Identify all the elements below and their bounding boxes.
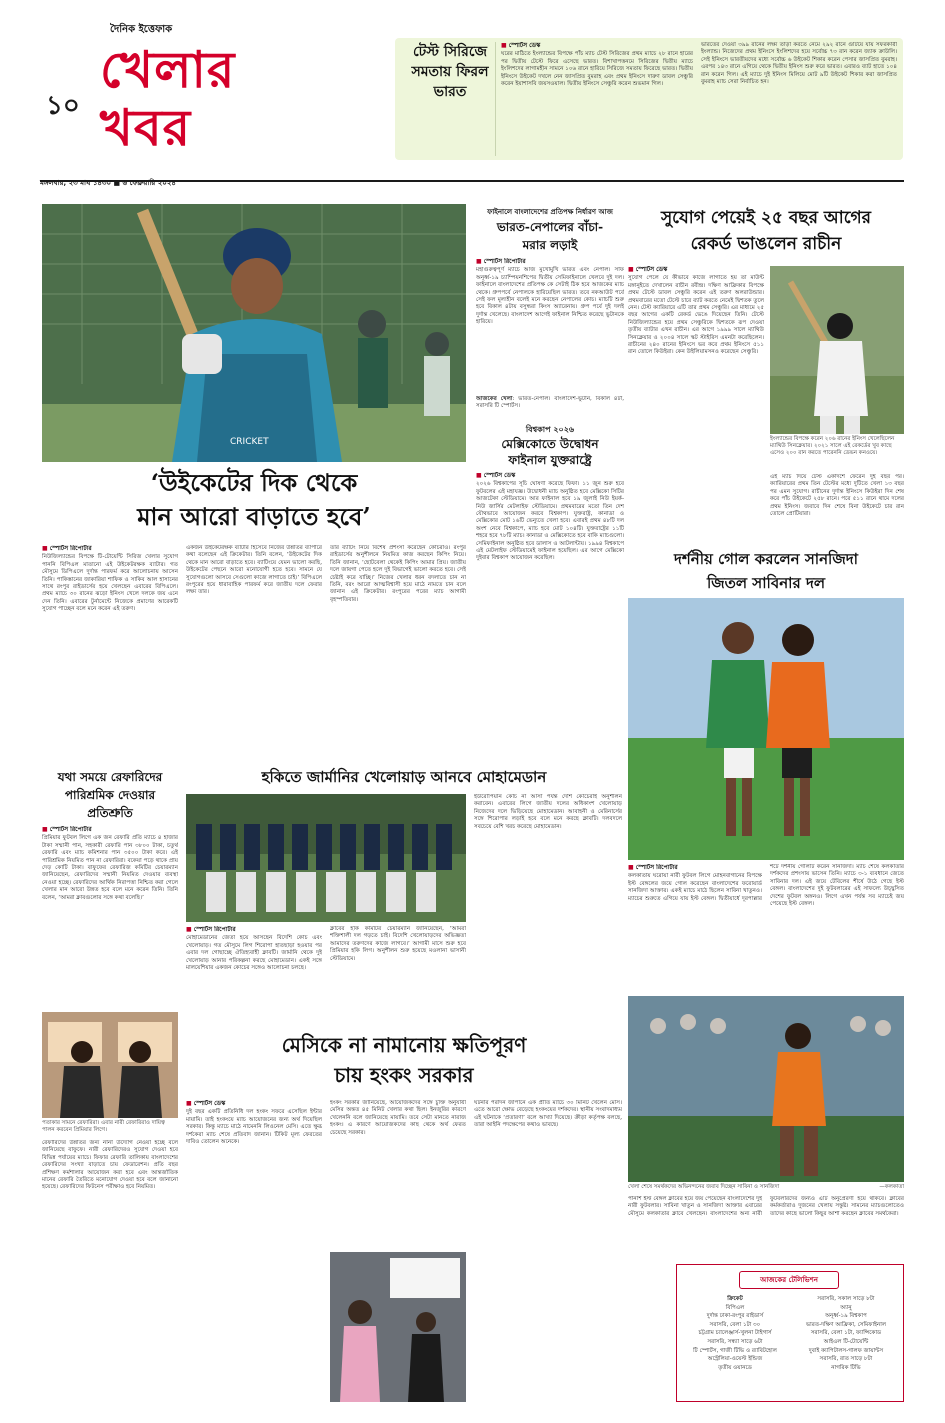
masthead-brand: দৈনিক ইত্তেফাক <box>110 24 173 35</box>
messi-col3: ঘটনার পরদিন জাপানে এক প্রীতি ম্যাচে ৩০ মিনিট খেলেন মেসি। এতে আরো ক্ষোভ বেড়েছে হংকংয়ের দর্শকদের। স্থানীয় সংবাদমাধ্যম এই ঘটনাকে ‘প্রতারণা’ বলে আখ্যা দিয়েছে। ক্রীড়া কর্তৃপক্ষ বলছে, তারা আইনি পদক্ষেপের কথাও ভাবছে। <box>474 1100 622 1129</box>
top-box-heading: টেস্ট সিরিজে সমতায় ফিরল ভারত <box>411 44 489 100</box>
tv-col1-item: সরাসরি, সন্ধ্যা সাড়ে ৬টা <box>707 1338 763 1345</box>
top-box-body-left <box>501 42 693 158</box>
sabina-body: পানশি ইস্ট বেঙ্গল ক্লাবের হয়ে জয় পেয়েছেন বাংলাদেশের দুই নারী ফুটবলার। সাবিনা খাতুন ও সানজিদা আক্তার এবারের মৌসুমে কলকাতার ক্লাবে খেলছেন। বাংলাদেশের অন্য নারী ফুটবলারদের জন্যও এটি অনুপ্রেরণা হয়ে থাকবে। ক্লাবের কর্মকর্তারাও দুজনের খেলায় সন্তুষ্ট। সামনের ম্যাচগুলোতেও তাদের কাছে ভালো কিছুর আশা করছেন ক্লাবের সমর্থকেরা। <box>628 1196 904 1217</box>
tv-col1-item: সরাসরি, বেলা ১টা ৩০ <box>709 1321 761 1328</box>
rachin-headline-1: সুযোগ পেয়েই ২৫ বছর আগের <box>660 208 872 228</box>
mexico-headline-2: ফাইনাল যুক্তরাষ্ট্রে <box>508 453 592 467</box>
hockey-photo-art <box>186 794 466 922</box>
story-main-headline-1: ‘উইকেটের দিক থেকে <box>150 468 358 497</box>
tv-col2-item: নাগরিক টিভি <box>831 1364 861 1371</box>
sabina-caption-text: খেলা শেষে সমর্থকদের অভিনন্দনের জবাব দিচ্ছেন সাবিনা ও সানজিদা <box>628 1184 780 1190</box>
tv-col1-item: দুর্দান্ত ঢাকা-রংপুর রাইডার্স <box>706 1313 764 1320</box>
tv-box-col2 <box>793 1295 899 1372</box>
bd-nepal-kicker: ফাইনালে বাংলাদেশের প্রতিপক্ষ নির্ধারণ আজ <box>487 208 613 216</box>
messi-photo-art <box>330 1252 466 1402</box>
mexico-text: ২০২৬ বিশ্বকাপের সূচি ঘোষণা করেছে ফিফা। ১১ জুন শুরু হবে ফুটবলের এই মহাযজ্ঞ। উদ্বোধনী ম্যাচ অনুষ্ঠিত হবে মেক্সিকো সিটির আজটেকা স্টেডিয়ামে। আর ফাইনাল হবে ১৯ জুলাই নিউ ইয়র্ক-নিউ জার্সির মেটলাইফ স্টেডিয়ামে। প্রথমবারের মতো তিন দেশ যৌথভাবে আয়োজন করবে বিশ্বকাপ। যুক্তরাষ্ট্র, কানাডা ও মেক্সিকোর মোট ১৬টি ভেন্যুতে খেলা হবে। এবারই প্রথম ৪৮টি দল অংশ নেবে বিশ্বকাপে, ম্যাচ হবে মোট ১০৪টি। যুক্তরাষ্ট্রের ১১টি শহরে হবে ৭৮টি ম্যাচ। কানাডা ও মেক্সিকোতে হবে বাকি ম্যাচগুলো। সেমিফাইনাল অনুষ্ঠিত হবে ডালাস ও আটলান্টায়। ১৯৯৪ বিশ্বকাপে এই মেটলাইফ স্টেডিয়ামেই ফাইনাল হয়েছিল। এর আগে মেক্সিকো দুইবার বিশ্বকাপ আয়োজন করেছিল। <box>476 481 624 562</box>
rachin-body-left <box>628 266 764 546</box>
mexico-kicker: বিশ্বকাপ ২০২৬ <box>525 425 575 434</box>
rachin-headline-2: রেকর্ড ভাঙলেন রাচীন <box>690 234 842 254</box>
bd-nepal-text: মহাগুরুত্বপূর্ণ ম্যাচে আজ মুখোমুখি ভারত এবং নেপাল। সাফ অনূর্ধ্ব-১৯ চ্যাম্পিয়নশিপের দ্বিতীয় সেমিফাইনালে খেলবে দুই দল। ফাইনালে বাংলাদেশের প্রতিপক্ষ কে সেটাই ঠিক হবে আজকের ম্যাচ থেকে। গ্রুপপর্বে নেপালকে হারিয়েছিল ভারত। তবে নকআউট পর্বে সেই ফল মূল্যহীন বলেই মনে করছেন নেপালের কোচ। ম্যাচটি শুরু হবে বিকাল ৪টায় বসুন্ধরা কিংস অ্যারেনায়। গ্রুপ পর্বে দুই দলই দুর্দান্ত খেলেছে। বাংলাদেশ আগেই ফাইনাল নিশ্চিত করেছে ভুটানকে হারিয়ে। <box>476 267 624 326</box>
jersey-text: CRICKET <box>230 437 269 447</box>
hockey-col2: ক্লাবের হকি কমিটির চেয়ারম্যান জানিয়েছেন, ‘আমরা শক্তিশালী দল গড়তে চাই। বিদেশি খেলোয়াড়দের অভিজ্ঞতা আমাদের তরুণদের কাজে লাগবে।’ আগামী মাসে শুরু হবে প্রিমিয়ার হকি লিগ। অনুশীলন শুরু হয়েছে মওলানা ভাসানী স্টেডিয়ামে। <box>330 926 466 962</box>
messi-col1 <box>186 1100 322 1400</box>
hockey-col3: ইউরোপিয়ান কোচ না আসা পর্যন্ত দেশি কোচেরাই অনুশীলন করাবেন। এবারের লিগে জাতীয় দলের অধিকাংশ খেলোয়াড় নিজেদের দলে ভিড়িয়েছে মোহামেডান। আবাহনী ও মেরিনার্সের সঙ্গে শিরোপার লড়াই হবে বলে মনে করছে ক্লাবটি। দলবদলে সবচেয়ে বেশি খরচ করেছে মোহামেডান। <box>474 794 622 830</box>
mexico-body <box>476 472 624 754</box>
messi-text-1: দুই বছর একটি প্রতিনিধি দল হংকং সফরে এসেছিল ইন্টার মায়ামি। তাই হংকংয়ে ম্যাচ আয়োজনের জন্য অর্থ দিয়েছিল সরকার। কিন্তু ম্যাচে মাঠে নামেননি লিওনেল মেসি। এতে ক্ষুব্ধ দর্শকেরা ম্যাচ শেষে প্রতিবাদ জানান। টিকিট মূল্য ফেরতের দাবিও তোলেন অনেকে। <box>186 1109 322 1146</box>
tv-col2-item: সরাসরি, বেলা ১টা, ফ্যান্সিকোড <box>810 1330 882 1337</box>
page-number: ১০ <box>46 91 80 121</box>
tv-col2-item: অ্যানু <box>840 1304 852 1311</box>
referee-photo-caption: পতাকার সামনে রেফারিরা। এবার নারী রেফারিরাও দায়িত্ব পালন করবেন প্রিমিয়ার লিগে। <box>42 1120 165 1133</box>
mexico-headline-1: মেক্সিকোতে উদ্বোধন <box>501 437 599 451</box>
tv-col1-item: ক্রিকেট <box>727 1296 743 1302</box>
tv-col2-item: দুবাই ক্যাপিটালস-গালফ জায়ান্টস <box>808 1347 884 1354</box>
tv-box-col1 <box>683 1295 787 1372</box>
hockey-col1 <box>186 926 322 1026</box>
hockey-team-photo <box>186 794 466 922</box>
cricket-photo-art <box>42 204 466 462</box>
messi-photo <box>330 1252 466 1402</box>
messi-col2: হংকং সরকার জানিয়েছে, আয়োজকদের সঙ্গে চুক্তি অনুযায়ী মেসির অন্তত ৪৫ মিনিট খেলার কথা ছিল। ইনজুরির কারণে খেলেননি বলে জানিয়েছে মায়ামি। তবে সেটা মানতে নারাজ হংকং। এ কারণে আয়োজকদের কাছ থেকে অর্থ ফেরত চেয়েছে সরকার। <box>330 1100 466 1136</box>
bottom-right-filler <box>628 1264 672 1402</box>
tv-col2-item: সরাসরি, সকাল সাড়ে ৮টা <box>817 1296 875 1302</box>
sabina-sanjida-photo <box>628 996 904 1182</box>
tv-col2-item: ভারত-দক্ষিণ আফ্রিকা, সেমিফাইনাল <box>806 1321 886 1328</box>
rachin-photo-art <box>770 266 904 434</box>
tv-col2-item: অনূর্ধ্ব-১৯ বিশ্বকাপ <box>825 1313 867 1320</box>
hockey-text-1: মোহামেডানের জেতা হয়ে আসছেন বিদেশি কোচ এবং খেলোয়াড়। গত মৌসুমে লিগ শিরোপা হাতছাড়া হওয়ার পর এবার দল গোছাচ্ছে ঐতিহ্যবাহী ক্লাবটি। জার্মানি থেকে দুই খেলোয়াড় আনার পরিকল্পনা করছে মোহামেডান। একই সঙ্গে মালয়েশিয়ার একজন কোচের সঙ্গেও আলোচনা চলছে। <box>186 935 322 972</box>
top-news-box <box>395 38 903 160</box>
top-box-body-right: ভারতের দেওয়া ৩৯৯ রানের লক্ষ্য তাড়া করতে নেমে ২৯২ রানে গুটিয়ে যায় সফরকারী ইংল্যান্ড। নিজেদের প্রথম ইনিংসে ইংলিশদের হয়ে সর্বোচ্চ ৭৩ রান করেন জ্যাক ক্রাউলি। সেই ইনিংসে ভারতীয়দের মধ্যে সর্বোচ্চ ৬ উইকেট শিকার করেন পেসার জাসপ্রিত বুমরাহ। এরপর ১৪৩ রানে এগিয়ে থেকে দ্বিতীয় ইনিংস শুরু করে ভারত। এবারও ব্যাট হাতে ১০৪ রান করেন গিল। এই ম্যাচে দুই ইনিংস মিলিয়ে মোট ৯টি উইকেট শিকার করা জাসপ্রিত বুমরাহ ম্যাচ সেরা নির্বাচিত হন। <box>701 42 897 86</box>
tv-col1-item: তৃতীয় ওয়ানডে <box>718 1364 752 1371</box>
sanjida-text: কলকাতায় ঘরোয়া নারী ফুটবল লিগে মোহনবাগানের বিপক্ষে ইস্ট বেঙ্গলের জয়ে গোল করেছেন বাংলাদেশের ফরোয়ার্ড সানজিদা আক্তার। একই ম্যাচে মাঠে ছিলেন সাবিনা খাতুনও। ম্যাচের শুরুতে এগিয়ে যায় ইস্ট বেঙ্গল। দ্বিতীয়ার্ধে দূরপাল্লার শটে দর্শনীয় গোলটি করেন সানজিদা। ম্যাচ শেষে কলকাতার দর্শকদের প্রশংসায় ভাসেন তিনি। ম্যাচে ৩-১ ব্যবধানে জেতে সাবিনার দল। এই জয়ে টেবিলের শীর্ষে উঠে গেছে ইস্ট বেঙ্গল। বাংলাদেশের দুই ফুটবলারের এই সাফল্যে উচ্ছ্বসিত দেশের ফুটবল অঙ্গনও। লিগে এখন পর্যন্ত সব ম্যাচেই জয় পেয়েছে ইস্ট বেঙ্গল। <box>628 864 904 908</box>
cricket-training-photo <box>42 204 466 462</box>
tv-schedule-box <box>676 1264 904 1402</box>
sabina-photo-art <box>628 996 904 1182</box>
referee-body <box>42 826 178 1010</box>
sanjida-body <box>628 864 904 994</box>
date-line: মঙ্গলবার, ২৩ মাঘ ১৪৩০ ■ ৬ ফেব্রুয়ারি ২০২৪ <box>40 179 176 187</box>
tv-col1-item: বিপিএল <box>725 1304 745 1311</box>
rachin-photo <box>770 266 904 434</box>
referee-headline-1: যথা সময়ে রেফারিদের <box>57 770 163 784</box>
tv-col1-item: অস্ট্রেলিয়া-ওয়েস্ট ইন্ডিজ <box>707 1356 763 1363</box>
story-main-col1 <box>42 545 178 755</box>
rachin-text-left: সুযোগ পেলে যে কীভাবে কাজে লাগাতে হয় তা মাউন্ট মঙ্গানুইতে দেখালেন রাচীন রবীন্দ্র। দক্ষিণ আফ্রিকার বিপক্ষে প্রথম টেস্টে ডাবল সেঞ্চুরি করেন এই তরুণ অলরাউন্ডার। প্রথমবারের মতো টেস্টে চারে ব্যাট করতে নেমেই দ্বিশতক তুলে নেন। টেস্ট ক্যারিয়ারে এটি তার প্রথম সেঞ্চুরি। এর মাধ্যমে ২৫ বছর আগের একটি রেকর্ড ভেঙে দিয়েছেন তিনি। টেস্টে নিউজিল্যান্ডের হয়ে প্রথম সেঞ্চুরিকে দ্বিশতকে রূপ দেওয়া তৃতীয় ব্যাটার এখন রাচীন। এর আগে ১৯৯৯ সালে ম্যাথিউ সিনক্লেয়ার ও ২০০৪ সালে স্কট স্টাইরিস এমনটা করেছিলেন। রাচীনের ২৪০ রানের ইনিংসে ভর করে প্রথম ইনিংসে ৫১১ রান তোলে কিউইরা। কেন উইলিয়ামসনও করেছেন সেঞ্চুরি। <box>628 275 764 356</box>
tv-col1-item: টি স্পোর্টস, গাজী টিভি ও র‍্যাবিটহোল <box>693 1347 777 1354</box>
today-text: ভারত-নেপাল। বাংলাদেশ-ভুটান, বিকাল ৪টা, সরাসরি টি স্পোর্টস। <box>476 396 624 410</box>
rachin-body-right: এই ম্যাচ দিয়ে টেস্ট একাদশে ফেরেন দুই বছর পর। ক্যারিয়ারের প্রথম তিন টেস্টের মধ্যে দুটিতে খেলা ১৩ বছর পর এমন সুযোগ। রাচীনের দুর্দান্ত ইনিংসে কিউইরা দিন শেষ করে পাঁচ উইকেটে ২৫৮ রানে। পরে ৫১১ রানে থামে দলের প্রথম ইনিংস। জবাবে দিন শেষে বিনা উইকেটে চার রান তোলে প্রোটিয়ারা। <box>770 474 904 518</box>
story-main-col2: একজন উইকেটরক্ষক ব্যাটার হিসেবে নিজের উন্নতির ব্যাপারে কথা বলেছেন এই ক্রিকেটার। তিনি বলেন, ‘উইকেটের দিক থেকে মান আরো বাড়াতে হবে। ব্যাটিংয়ে যেমন ভালো করছি, উইকেটের পেছনে আরো মনোযোগী হতে হবে। সামনে যে সুযোগগুলো আসবে সেগুলো কাজে লাগাতে চাই।’ বিপিএলে রংপুরের হয়ে ধারাবাহিক পারফর্ম করে জাতীয় দলে ফেরার লক্ষ্য তার। <box>186 545 322 596</box>
sanjida-headline-1: দর্শনীয় গোল করলেন সানজিদা <box>673 550 858 568</box>
sanjida-photo <box>628 598 904 860</box>
referee-body-2: রেফারিদের উন্নতির জন্য নানা উদ্যোগ নেওয়া হচ্ছে বলে জানিয়েছে বাফুফে। নারী রেফারিদেরও সুযোগ দেওয়া হবে বিভিন্ন পর্যায়ের ম্যাচে। ফিফার রেফারি তালিকায় বাংলাদেশের রেফারিদের সংখ্যা বাড়াতে চায় ফেডারেশন। প্রতি বছর প্রশিক্ষণ কর্মশালার আয়োজন করা হবে এবং আন্তর্জাতিক মানের রেফারি তৈরিতে মনোযোগ দেওয়া হবে বলে জানানো হয়েছে। রেফারিদের ফিটনেস পরীক্ষাও হবে নিয়মিত। <box>42 1140 178 1191</box>
bd-nepal-headline-2: মরার লড়াই <box>522 238 578 252</box>
bd-nepal-headline-1: ভারত-নেপালের বাঁচা- <box>496 220 604 234</box>
tv-col2-item: আইএল টি-টোয়েন্টি <box>823 1338 869 1345</box>
today-label: আজকের খেলা <box>476 396 513 402</box>
sanjida-headline-2: জিতল সাবিনার দল <box>706 574 826 592</box>
masthead-title-line1: খেলার <box>100 40 236 99</box>
referee-text: প্রিমিয়ার ফুটবল লিগে এক জন রেফারি প্রতি ম্যাচে ৪ হাজার টাকা সম্মানী পান, সহকারী রেফারি পান ৩৮০০ টাকা, চতুর্থ রেফারি এবং ম্যাচ কমিশনার পান ৩৫০০ টাকা করে। এই পারিশ্রমিক নিয়মিত পান না রেফারিরা। বকেয়া পড়ে থাকে প্রায় দেড় কোটি টাকা। বাফুফের রেফারিজ কমিটির চেয়ারম্যান জানিয়েছেন, রেফারিদের সম্মানী নিয়মিত দেওয়ার ব্যবস্থা নেওয়া হচ্ছে। রেফারিদের আর্থিক নিরাপত্তা নিশ্চিত করা গেলে খেলার মান আরো উন্নত হবে বলে মনে করেন তিনি। তিনি বলেন, ‘আমরা ক্লাবগুলোর সঙ্গে কথা বলেছি।’ <box>42 835 178 901</box>
sabina-photo-credit: —কলকাতা <box>879 1184 904 1190</box>
story-main-col3: তার ব্যাটিং নিয়ে বিশেষ প্রশংসা করেছেন কোচরাও। রংপুর রাইডার্সের অনুশীলনে নিয়মিত কাজ করছেন কিপিং নিয়ে। তিনি জানান, ‘ছোটবেলা থেকেই কিপিং আমার প্রিয়। জাতীয় দলে জায়গা পেতে হলে দুই বিভাগেই ভালো করতে হবে। সেই চেষ্টাই করে যাচ্ছি।’ নিজের খেলার ধরন বদলাতে চান না তিনি, বরং আরো আত্মবিশ্বাসী হয়ে মাঠে নামতে চান বলে জানান এই ক্রিকেটার। রংপুরের পরের ম্যাচ আগামী বৃহস্পতিবার। <box>330 545 466 603</box>
bd-nepal-byline: ■ স্পোর্টস রিপোর্টার <box>476 258 624 265</box>
masthead-title-line2: খবর <box>100 98 192 157</box>
messi-headline-1: মেসিকে না নামানোয় ক্ষতিপূরণ <box>281 1033 527 1057</box>
sabina-photo-caption <box>628 1184 904 1194</box>
hockey-byline: ■ স্পোর্টস রিপোর্টার <box>186 926 322 933</box>
top-box-divider <box>495 42 496 156</box>
tv-box-title: আজকের টেলিভিশন <box>739 1271 839 1289</box>
referee-byline: ■ স্পোর্টস রিপোর্টার <box>42 826 178 833</box>
rachin-byline: ■ স্পোর্টস ডেস্ক <box>628 266 764 273</box>
story-main-headline-2: মান আরো বাড়াতে হবে’ <box>137 502 371 531</box>
top-box-text-left: ঘরের মাঠিতে ইংল্যান্ডের বিপক্ষে পাঁচ ম্যাচ টেস্ট সিরিজের প্রথম ম্যাচে ২৮ রানে হারের পর দ্বিতীয় টেস্টে ফিরে এসেছে ভারত। বিশাখাপত্তনমে সিরিজের দ্বিতীয় ম্যাচে ইংলিশদের লাগামহীন সামনে ১০৬ রানে হারিয়ে সিরিজে সমতায় ফিরেছে ভারত। দ্বিতীয় ইনিংসে উইকেট দখলে নেন জাসপ্রিত বুমরাহ এবং প্রথম ইনিংসে দারুণ ডাবল সেঞ্চুরি করেন ইয়াশাসবি জয়সওয়াল। দ্বিতীয় ইনিংসে সেঞ্চুরি করেন শুভমান গিল। <box>501 51 693 88</box>
messi-byline: ■ স্পোর্টস ডেস্ক <box>186 1100 322 1107</box>
referee-photo-art <box>42 1012 178 1118</box>
bd-nepal-body <box>476 258 624 394</box>
referee-photo <box>42 1012 178 1118</box>
messi-headline-2: চায় হংকং সরকার <box>334 1063 474 1087</box>
rachin-photo-caption: ইংল্যান্ডের বিপক্ষে করেন ২০৬ রানের ইনিংস খেলেছিলেন ম্যাথিউ সিনক্লেয়ার। ২০২১ সালে এই রেকর্ডের খুব কাছে এসেও ২০০ রান করতে পারেননি ডেভন কনওয়ে। <box>770 436 895 456</box>
referee-headline-3: প্রতিশ্রুতি <box>87 806 133 820</box>
tv-col1-item: চট্টগ্রাম চ্যালেঞ্জার্স-খুলনা টাইগার্স <box>698 1330 772 1337</box>
story-main-byline: ■ স্পোর্টস রিপোর্টার <box>42 545 178 552</box>
date-bar <box>40 170 904 187</box>
sanjida-byline: ■ স্পোর্টস রিপোর্টার <box>628 864 762 871</box>
mexico-byline: ■ স্পোর্টস ডেস্ক <box>476 472 624 479</box>
referee-headline-2: পারিশ্রমিক দেওয়ার <box>64 788 156 802</box>
top-box-byline: ■ স্পোর্টস ডেস্ক <box>501 42 693 49</box>
story-main-text-1: নিউজিল্যান্ডের বিপক্ষে টি-টোয়েন্টি সিরিজ খেলার সুযোগ পাননি বিপিএল মাতানো এই উইকেটরক্ষক ব্যাটার। গত মৌসুমে ডিপিএলে দুর্দান্ত পারফর্ম করে আলোচনায় আসেন তিনি। পাকিস্তানের জাকারিয়া শাফিক ও সাকিব আল হাসানের সাথে রংপুর রাইডার্সের হয়ে খেলছেন এবারের বিপিএলে। প্রথম ম্যাচে ৩০ রানের ঝড়ো ইনিংস খেলে দলকে জয় এনে দেন তিনি। এবারের টুর্নামেন্টে নিজেকে প্রমাণের আরেকটি সুযোগ পাচ্ছেন বলে মনে করেন এই তরুণ। <box>42 554 178 613</box>
tv-col2-item: সরাসরি, রাত সাড়ে ৮টা <box>819 1356 873 1363</box>
hockey-headline: হকিতে জার্মানির খেলোয়াড় আনবে মোহামেডান <box>261 768 547 786</box>
sanjida-photo-art <box>628 598 904 860</box>
bd-nepal-today: আজকের খেলা: ভারত-নেপাল। বাংলাদেশ-ভুটান, বিকাল ৪টা, সরাসরি টি স্পোর্টস। <box>476 396 624 410</box>
